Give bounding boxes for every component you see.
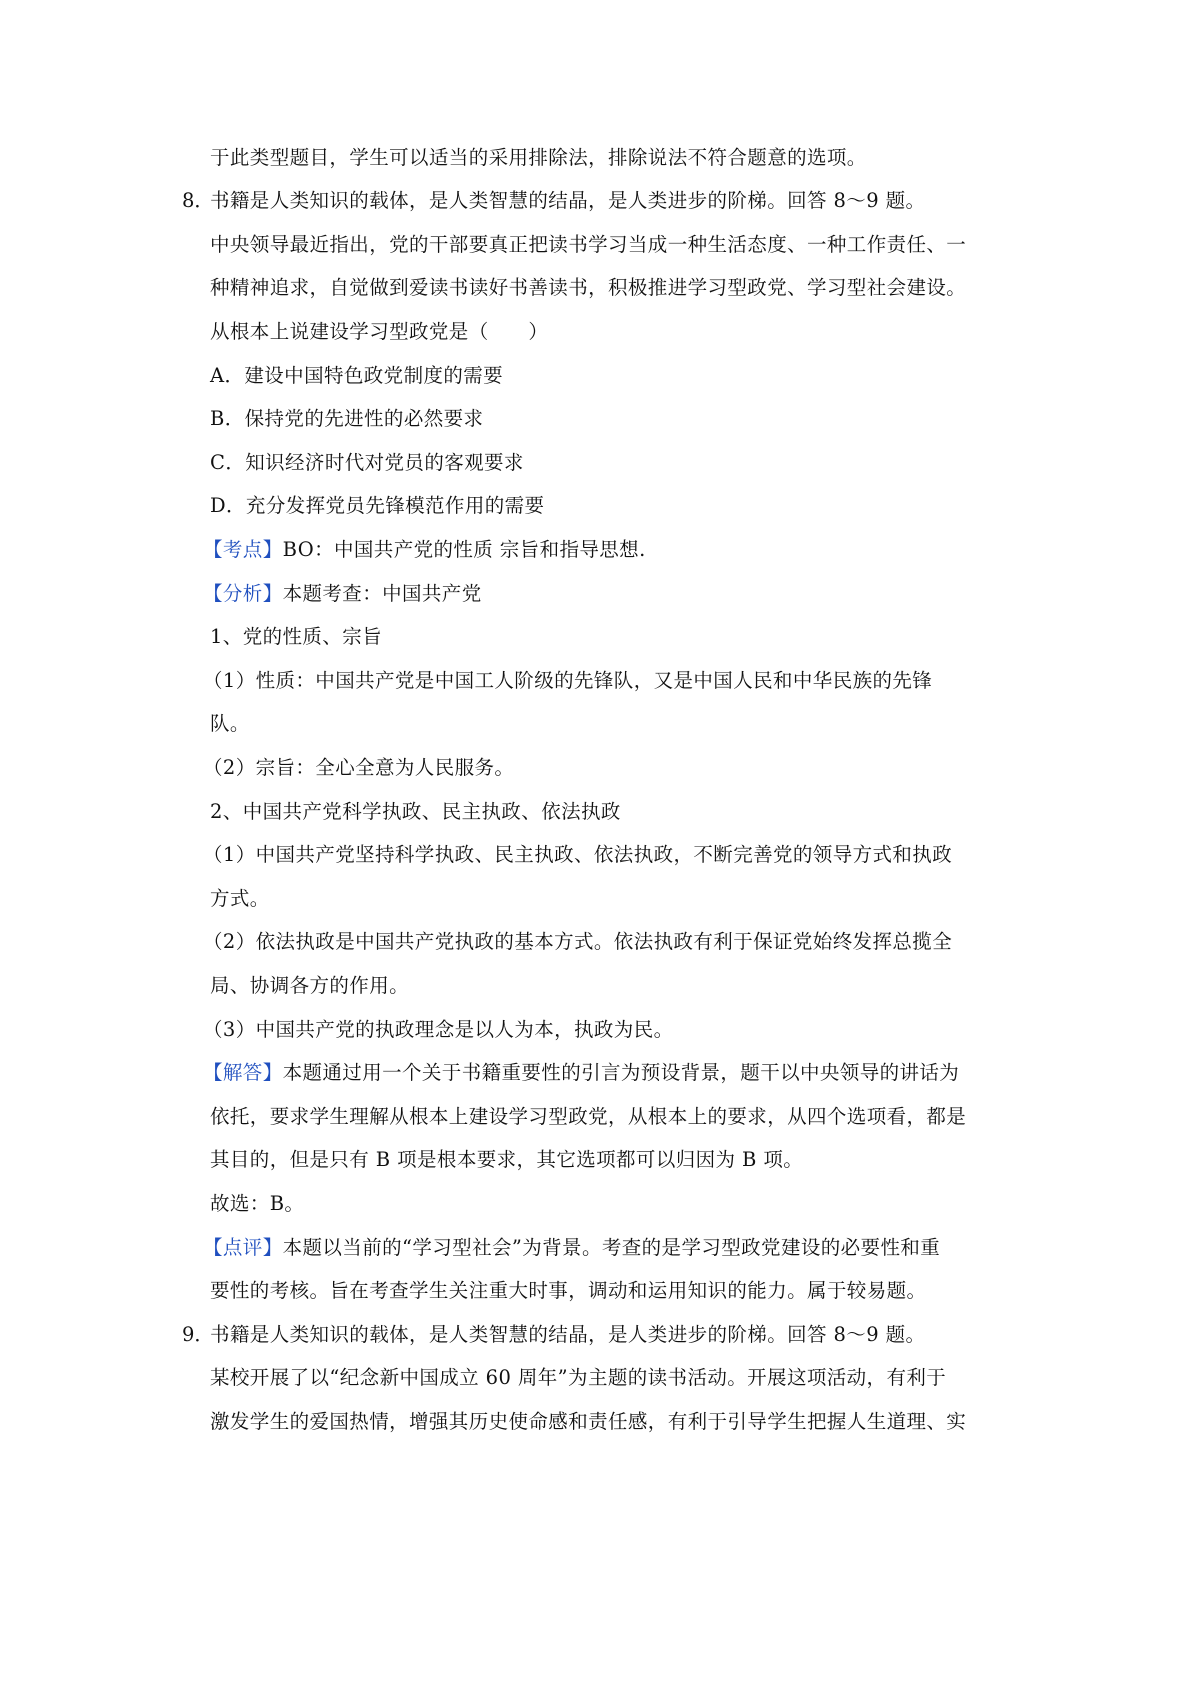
analysis-line: （3）中国共产党的执政理念是以人为本，执政为民。 [203, 1018, 674, 1041]
kaodian-text: BO：中国共产党的性质 宗旨和指导思想. [282, 538, 646, 561]
question-8-stem: 书籍是人类知识的载体，是人类智慧的结晶，是人类进步的阶梯。回答 8～9 题。 [210, 189, 926, 212]
jieda-line [203, 1061, 959, 1085]
fenxi-text: 本题考查：中国共产党 [282, 582, 482, 605]
answer-line: 故选：B。 [210, 1192, 305, 1215]
analysis-line: （2）依法执政是中国共产党执政的基本方式。依法执政有利于保证党始终发挥总揽全 [203, 930, 953, 953]
dianping-tag: 【点评】 [203, 1236, 283, 1259]
fenxi-line [203, 582, 482, 606]
question-8-body-line: 种精神追求，自觉做到爱读书读好书善读书，积极推进学习型政党、学习型社会建设。 [210, 276, 967, 299]
analysis-line: （1）中国共产党坚持科学执政、民主执政、依法执政，不断完善党的领导方式和执政 [203, 843, 953, 866]
question-8-option-d: D．充分发挥党员先锋模范作用的需要 [210, 494, 545, 517]
analysis-line: 1、党的性质、宗旨 [210, 625, 383, 648]
question-8-number: 8． [182, 189, 214, 212]
question-8-body-line: 中央领导最近指出，党的干部要真正把读书学习当成一种生活态度、一种工作责任、一 [210, 233, 967, 256]
fenxi-tag: 【分析】 [203, 582, 283, 605]
dianping-continuation: 要性的考核。旨在考查学生关注重大时事，调动和运用知识的能力。属于较易题。 [210, 1279, 927, 1302]
analysis-line: （1）性质：中国共产党是中国工人阶级的先锋队，又是中国人民和中华民族的先锋 [203, 669, 933, 692]
question-9-body-line: 激发学生的爱国热情，增强其历史使命感和责任感，有利于引导学生把握人生道理、实 [210, 1410, 967, 1433]
analysis-line: 局、协调各方的作用。 [210, 974, 410, 997]
analysis-line: 方式。 [210, 887, 270, 910]
jieda-continuation: 其目的，但是只有 B 项是根本要求，其它选项都可以归因为 B 项。 [210, 1148, 804, 1171]
question-8-option-c: C．知识经济时代对党员的客观要求 [210, 451, 524, 474]
dianping-line [203, 1236, 940, 1260]
question-9-number: 9． [182, 1323, 214, 1346]
question-9-stem: 书籍是人类知识的载体，是人类智慧的结晶，是人类进步的阶梯。回答 8～9 题。 [210, 1323, 926, 1346]
question-8-option-b: B．保持党的先进性的必然要求 [210, 407, 484, 430]
jieda-continuation: 依托，要求学生理解从根本上建设学习型政党，从根本上的要求，从四个选项看，都是 [210, 1105, 967, 1128]
dianping-text: 本题以当前的“学习型社会”为背景。考查的是学习型政党建设的必要性和重 [282, 1236, 941, 1259]
jieda-text: 本题通过用一个关于书籍重要性的引言为预设背景，题干以中央领导的讲话为 [282, 1061, 960, 1084]
question-8-prompt: 从根本上说建设学习型政党是（ ） [210, 320, 549, 343]
jieda-tag: 【解答】 [203, 1061, 283, 1084]
analysis-line: 2、中国共产党科学执政、民主执政、依法执政 [210, 800, 621, 823]
analysis-line: （2）宗旨：全心全意为人民服务。 [203, 756, 515, 779]
analysis-line: 队。 [210, 712, 250, 735]
question-8-option-a: A．建设中国特色政党制度的需要 [210, 364, 504, 387]
intro-tail-text: 于此类型题目，学生可以适当的采用排除法，排除说法不符合题意的选项。 [210, 146, 867, 169]
kaodian-line [203, 538, 646, 562]
question-9-body-line: 某校开展了以“纪念新中国成立 60 周年”为主题的读书活动。开展这项活动，有利于 [210, 1366, 947, 1389]
kaodian-tag: 【考点】 [203, 538, 283, 561]
